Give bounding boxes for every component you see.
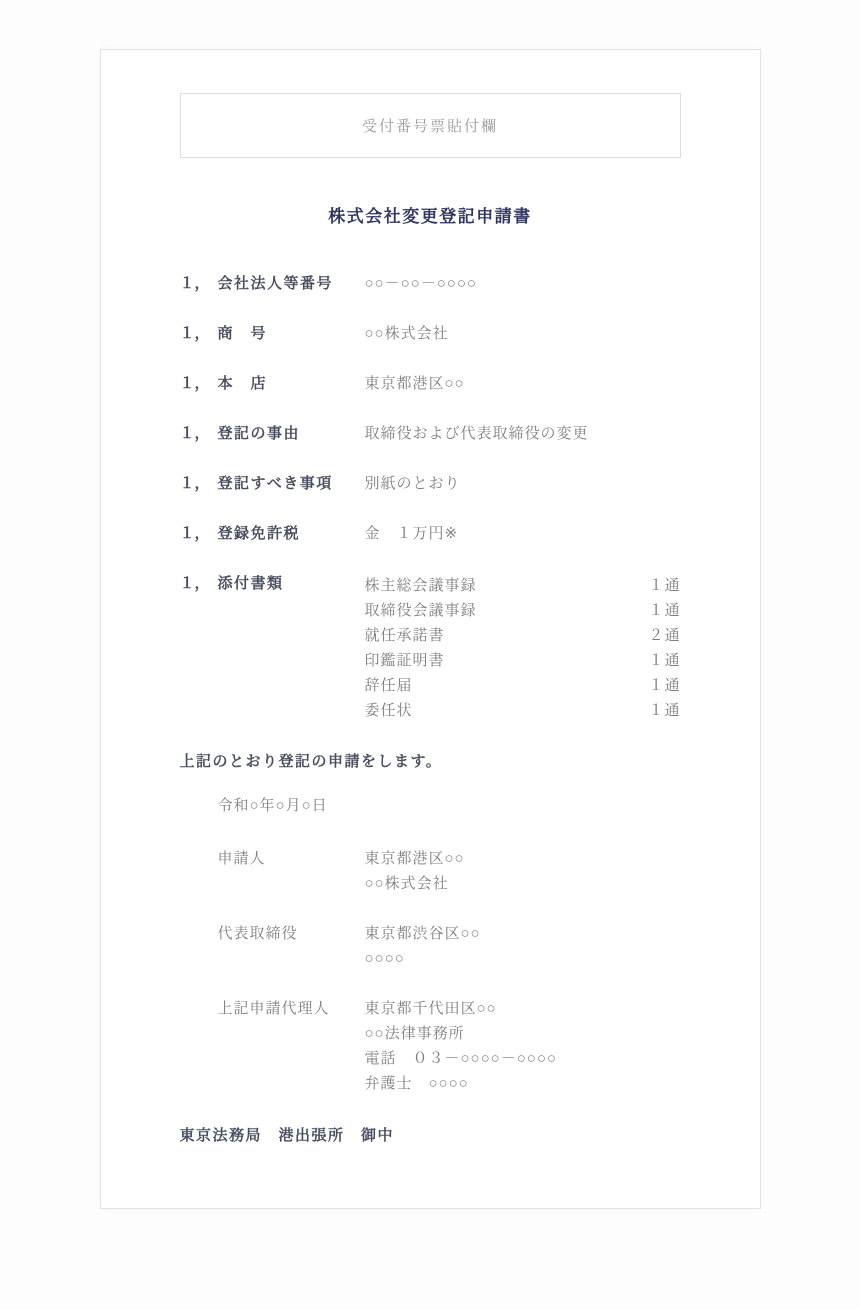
item-row-trade-name xyxy=(180,323,681,345)
signer-line: 弁護士 ○○○○ xyxy=(364,1075,469,1092)
item-number: １， xyxy=(179,325,210,342)
item-number: １， xyxy=(179,575,210,592)
attachment-count: １通 xyxy=(648,677,681,694)
document-title: 株式会社変更登記申請書 xyxy=(328,207,532,226)
attachment-name: 委任状 xyxy=(364,702,413,719)
attachment-row xyxy=(365,673,681,698)
signer-block-representative-director xyxy=(218,921,681,971)
attachment-count: １通 xyxy=(648,702,681,719)
attachment-row xyxy=(365,573,681,598)
item-value: ○○－○○－○○○○ xyxy=(364,275,477,292)
attachment-count: １通 xyxy=(648,602,681,619)
signer-role: 代表取締役 xyxy=(217,925,298,942)
recipient-line: 東京法務局 港出張所 御中 xyxy=(179,1127,395,1144)
item-row-license-tax xyxy=(180,523,681,545)
signer-line: 電話 ０３－○○○○－○○○○ xyxy=(364,1050,557,1067)
signer-line: 東京都渋谷区○○ xyxy=(364,925,481,942)
item-number: １， xyxy=(179,425,210,442)
signer-line: ○○法律事務所 xyxy=(364,1025,465,1042)
signer-lines xyxy=(365,921,681,971)
signer-block-applicant xyxy=(218,846,681,896)
item-row-head-office xyxy=(180,373,681,395)
signer-lines xyxy=(365,846,681,896)
item-label: 登録免許税 xyxy=(217,525,301,542)
signer-line: ○○株式会社 xyxy=(364,875,449,892)
item-number: １， xyxy=(179,475,210,492)
item-value: 別紙のとおり xyxy=(364,475,461,492)
item-label: 登記の事由 xyxy=(217,425,301,442)
item-number: １， xyxy=(179,275,210,292)
attachments-table xyxy=(365,573,681,723)
attachment-row xyxy=(365,598,681,623)
attachment-name: 取締役会議事録 xyxy=(364,602,477,619)
signer-line: 東京都港区○○ xyxy=(364,850,465,867)
attachment-row xyxy=(365,648,681,673)
signer-line: ○○○○ xyxy=(364,950,405,967)
receipt-number-box xyxy=(180,93,681,158)
signer-role: 申請人 xyxy=(217,850,266,867)
signer-block-agent xyxy=(218,996,681,1096)
attachment-name: 辞任届 xyxy=(364,677,413,694)
item-value: ○○株式会社 xyxy=(364,325,449,342)
attachment-count: １通 xyxy=(648,577,681,594)
item-value: 取締役および代表取締役の変更 xyxy=(364,425,589,442)
item-number: １， xyxy=(179,525,210,542)
date-line: 令和○年○月○日 xyxy=(217,797,328,814)
item-label: 添付書類 xyxy=(217,575,284,592)
item-label: 会社法人等番号 xyxy=(217,275,334,292)
attachment-name: 株主総会議事録 xyxy=(364,577,477,594)
attachment-count: １通 xyxy=(648,652,681,669)
item-label: 本 店 xyxy=(217,375,268,392)
item-row-matters xyxy=(180,473,681,495)
item-row-reason xyxy=(180,423,681,445)
statement-line: 上記のとおり登記の申請をします。 xyxy=(179,753,443,770)
item-list xyxy=(180,273,681,723)
document-page xyxy=(100,49,761,1209)
item-label: 登記すべき事項 xyxy=(217,475,333,492)
item-row-corporate-number xyxy=(180,273,681,295)
receipt-number-box-label: 受付番号票貼付欄 xyxy=(361,118,498,135)
item-label: 商 号 xyxy=(217,325,268,342)
signer-lines xyxy=(365,996,681,1096)
attachment-count: ２通 xyxy=(648,627,681,644)
signer-role: 上記申請代理人 xyxy=(217,1000,330,1017)
attachment-name: 就任承諾書 xyxy=(364,627,445,644)
item-value: 東京都港区○○ xyxy=(364,375,465,392)
attachment-row xyxy=(365,698,681,723)
signer-line: 東京都千代田区○○ xyxy=(364,1000,497,1017)
attachment-row xyxy=(365,623,681,648)
attachment-name: 印鑑証明書 xyxy=(364,652,445,669)
item-row-attachments xyxy=(180,573,681,723)
item-number: １， xyxy=(179,375,210,392)
item-value: 金 １万円※ xyxy=(364,525,459,542)
